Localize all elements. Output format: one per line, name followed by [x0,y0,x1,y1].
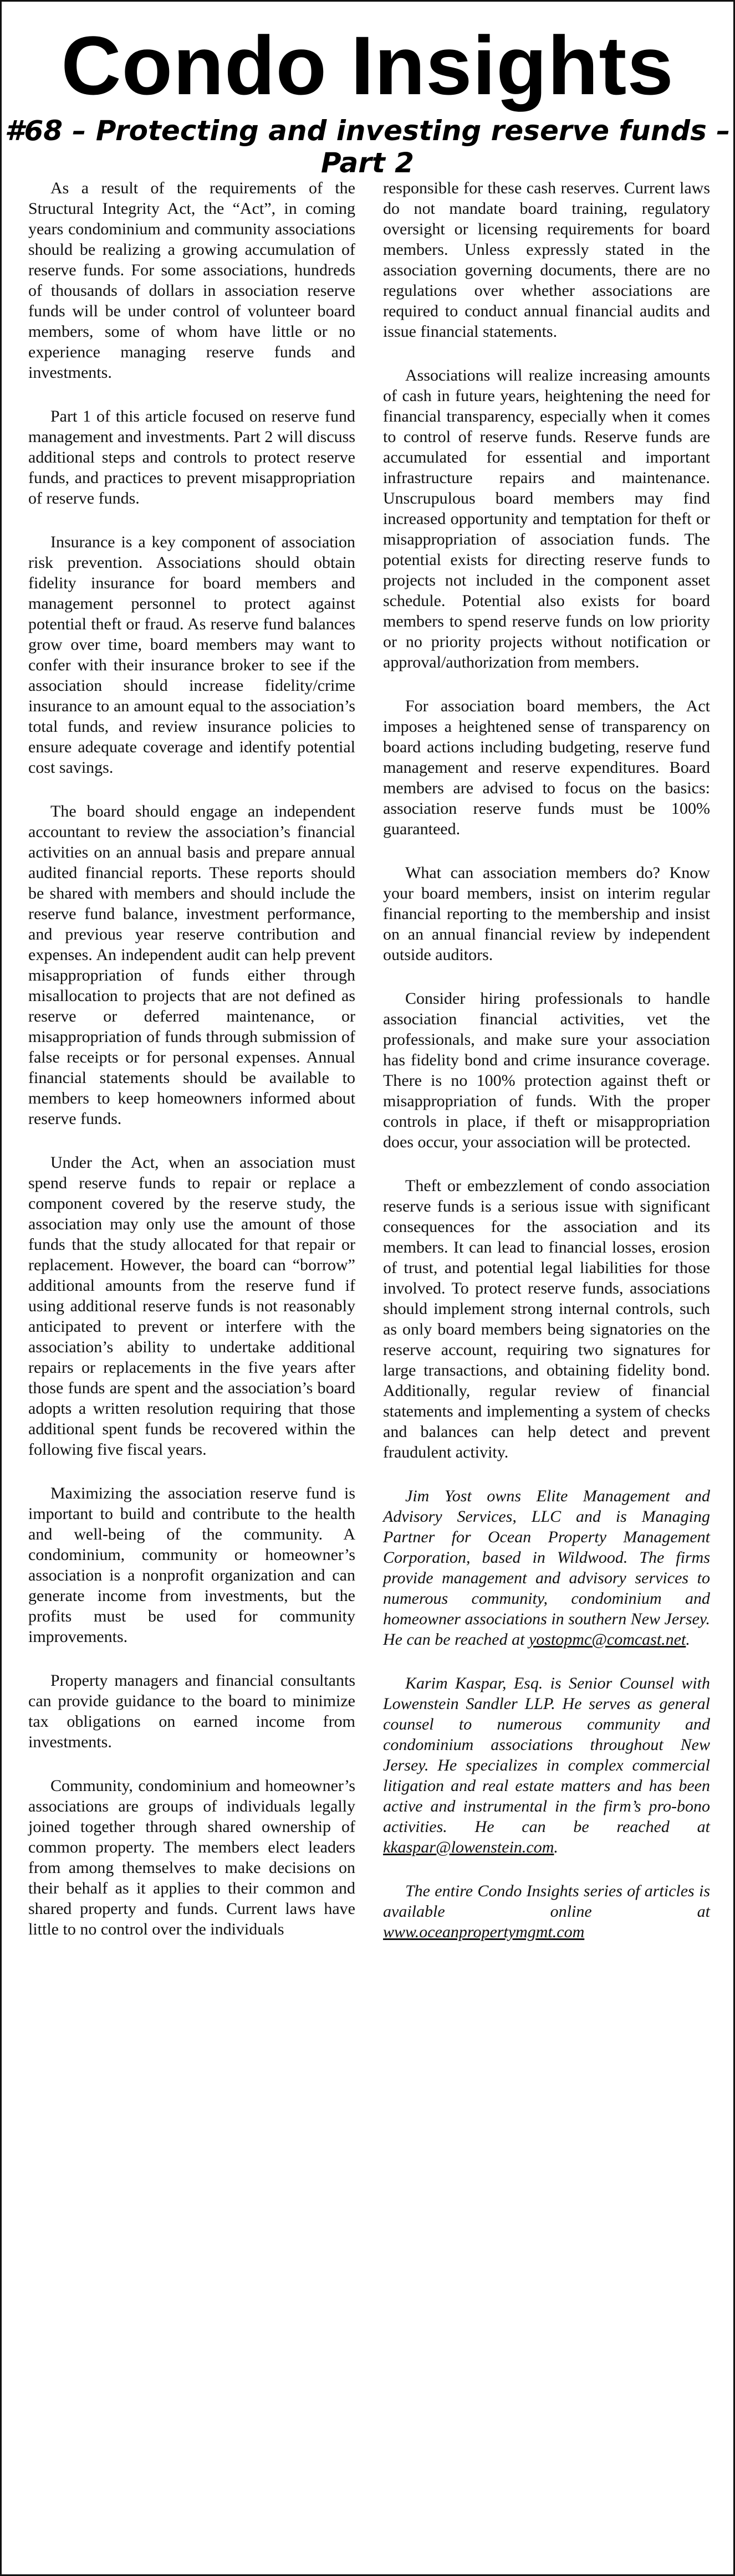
paragraph: The board should engage an independent accountant to review the association’s financial activities on an annual basis and prepare annual audited financial reports. These reports should be shared with members and should include the reserve fund balance, investment performance, and previous year reserve contribution and expenses. An independent audit can help prevent misappropriation of funds either through misallocation to projects that are not defined as reserve or deferred maintenance, or misappropriation of funds through submission of false receipts or for personal expenses. Annual financial statements should be available to members to keep homeowners informed about reserve funds. [28,802,355,1128]
author-bio-kaspar [383,1673,710,1857]
email-link-kaspar[interactable]: kkaspar@lowenstein.com [383,1838,554,1856]
bio-text: Karim Kaspar, Esq. is Senior Counsel with Lowenstein Sandler LLP. He serves as general counsel to numerous community and condominium associations throughout New Jersey. He specializes in complex commercial litigation and real estate matters and has been active and instrumental in the firm’s pro-bono activities. He can be reached at [383,1674,710,1836]
masthead-title: Condo Insights [61,19,674,112]
paragraph: Part 1 of this article focused on reserve fund management and investments. Part 2 will discuss additional steps and controls to protect reserve funds, and practices to prevent misappropriation of reserve funds. [28,407,355,507]
website-link[interactable]: www.oceanpropertymgmt.com [383,1923,585,1941]
series-text: The entire Condo Insights series of articles is available online at [383,1882,710,1921]
series-note [383,1881,710,1942]
paragraph: For association board members, the Act imposes a heightened sense of transparency on board actions including budgeting, reserve fund management and reserve expenditures. Board members are advised to focus on the basics: association reserve funds must be 100% guaranteed. [383,697,710,838]
author-bio-yost [383,1486,710,1650]
paragraph: As a result of the requirements of the Structural Integrity Act, the “Act”, in coming years condominium and community associations should be realizing a growing accumulation of reserve funds. For some associations, hundreds of thousands of dollars in association reserve funds will be under control of volunteer board members, some of whom have little or no experience managing reserve funds and investments. [28,179,355,382]
bio-punct: . [554,1838,558,1856]
paragraph: Consider hiring professionals to handle association financial activities, vet the professionals, and make sure your association has fidelity bond and crime insurance coverage. There is no 100% protection against theft or misappropriation of funds. With the proper controls in place, if theft or misappropriation does occur, your association will be protected. [383,989,710,1151]
paragraph: Theft or embezzlement of condo association reserve funds is a serious issue with significant consequences for the association and its members. It can lead to financial losses, erosion of trust, and potential legal liabilities for those involved. To protect reserve funds, associations should implement strong internal controls, such as only board members being signatories on the reserve account, requiring two signatures for large transactions, and obtaining fidelity bond. Additionally, regular review of financial statements and implementing a system of checks and balances can help detect and prevent fraudulent activity. [383,1177,710,1461]
email-link-yost[interactable]: yostopmc@comcast.net [528,1630,686,1649]
paragraph: Maximizing the association reserve fund is important to build and contribute to the health and well-being of the community. A condominium, community or homeowner’s association is a nonprofit organization and can generate income from investments, but the profits must be used for community improvements. [28,1484,355,1646]
paragraph: Associations will realize increasing amounts of cash in future years, heightening the need for financial transparency, especially when it comes to control of reserve funds. Reserve funds are accumulated for essential and important infrastructure repairs and maintenance. Unscrupulous board members may find increased opportunity and temptation for theft or misappropriation of association funds. The potential exists for directing reserve funds to projects not included in the component asset schedule. Potential also exists for board members to spend reserve funds on low priority or no priority projects without notification or approval/authorization from members. [383,366,710,671]
paragraph: Insurance is a key component of association risk prevention. Associations should obtain fidelity insurance for board members and management personnel to protect against potential theft or fraud. As reserve fund balances grow over time, board members may want to confer with their insurance broker to see if the association should increase fidelity/crime insurance to an amount equal to the association’s total funds, and review insurance policies to ensure adequate coverage and identify potential cost savings. [28,533,355,777]
bio-text: Jim Yost owns Elite Management and Advisory Services, LLC and is Managing Partner for Ocean Property Management Corporation, based in Wildwood. The firms provide management and advisory services to numerous community, condominium and homeowner associations in southern New Jersey. He can be reached at [383,1487,710,1649]
paragraph: What can association members do? Know your board members, insist on interim regular financial reporting to the membership and insist on an annual financial review by independent outside auditors. [383,864,710,964]
paragraph: responsible for these cash reserves. Current laws do not mandate board training, regulatory oversight or licensing requirements for board members. Unless expressly stated in the association governing documents, there are no regulations over whether associations are required to conduct annual financial audits and issue financial statements. [383,179,710,341]
paragraph: Property managers and financial consultants can provide guidance to the board to minimize tax obligations on earned income from investments. [28,1671,355,1751]
paragraph: Under the Act, when an association must spend reserve funds to repair or replace a component covered by the reserve study, the association may only use the amount of those funds that the study allocated for that repair or replacement. However, the board can “borrow” additional amounts from the reserve fund if using additional reserve funds is not reasonably anticipated to prevent or interfere with the association’s ability to undertake additional repairs or replacements in the five years after those funds are spent and the association’s board adopts a written resolution requiring that those additional spent funds be recovered within the following five fiscal years. [28,1153,355,1459]
bio-punct: . [686,1630,690,1649]
article-columns [28,178,710,1966]
article-subtitle: #68 – Protecting and investing reserve funds – Part 2 [4,115,731,179]
paragraph: Community, condominium and homeowner’s associations are groups of individuals legally joined together through shared ownership of common property. The members elect leaders from among themselves to make decisions on their behalf as it applies to their common and shared property and funds. Current laws have little to no control over the individuals [28,1777,355,1938]
left-column [28,178,355,1966]
right-column [383,178,710,1966]
